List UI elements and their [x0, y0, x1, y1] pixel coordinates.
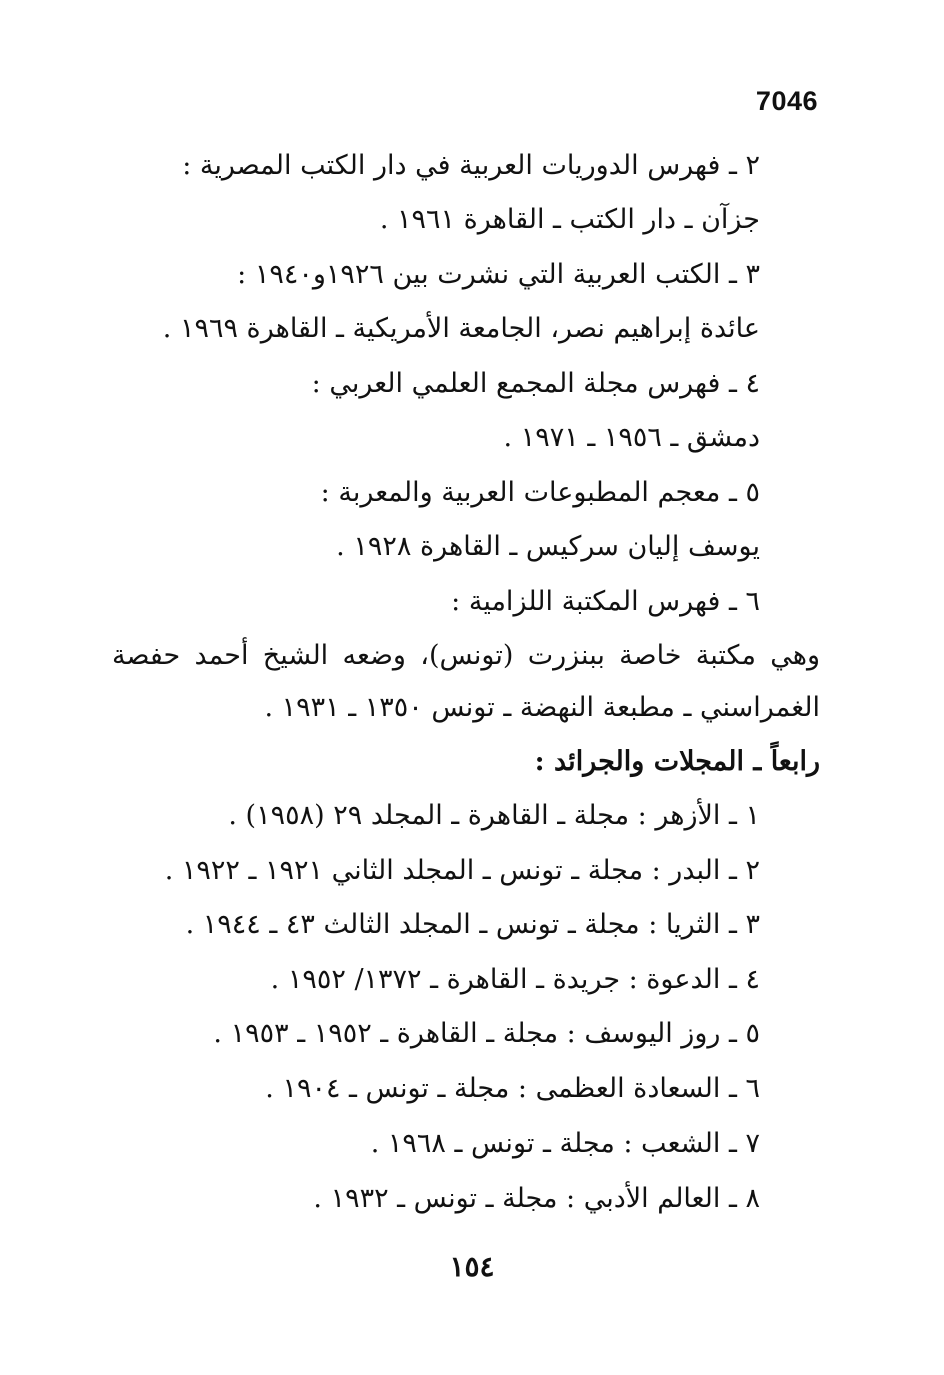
list-item-2-detail: جزآن ـ دار الكتب ـ القاهرة ١٩٦١ . [379, 204, 760, 235]
list-item-4-title: ٤ ـ فهرس مجلة المجمع العلمي العربي : [311, 368, 760, 399]
periodical-item-4: ٤ ـ الدعوة : جريدة ـ القاهرة ـ ١٣٧٢/ ١٩٥٢ . [270, 964, 760, 995]
list-item-3-detail: عائدة إبراهيم نصر، الجامعة الأمريكية ـ القاهرة ١٩٦٩ . [162, 313, 760, 344]
periodical-item-7: ٧ ـ الشعب : مجلة ـ تونس ـ ١٩٦٨ . [370, 1128, 760, 1159]
periodical-item-6: ٦ ـ السعادة العظمى : مجلة ـ تونس ـ ١٩٠٤ . [265, 1073, 760, 1104]
periodical-item-8: ٨ ـ العالم الأدبي : مجلة ـ تونس ـ ١٩٣٢ . [313, 1183, 760, 1214]
list-item-2-title: ٢ ـ فهرس الدوريات العربية في دار الكتب المصرية : [182, 150, 760, 181]
document-id: 7046 [755, 86, 818, 116]
list-item-3-title: ٣ ـ الكتب العربية التي نشرت بين ١٩٢٦و١٩٤٠ : [237, 259, 760, 290]
periodical-item-1: ١ ـ الأزهر : مجلة ـ القاهرة ـ المجلد ٢٩ (١٩٥٨) . [228, 800, 760, 831]
periodical-item-3: ٣ ـ الثريا : مجلة ـ تونس ـ المجلد الثالث ٤٣ ـ ١٩٤٤ . [185, 909, 760, 940]
periodical-item-5: ٥ ـ روز اليوسف : مجلة ـ القاهرة ـ ١٩٥٢ ـ ١٩٥٣ . [213, 1018, 760, 1049]
section-heading: رابعاً ـ المجلات والجرائد : [534, 746, 820, 777]
list-item-6-detail-line1: وهي مكتبة خاصة ببنزرت (تونس)، وضعه الشيخ أحمد حفصة [112, 640, 820, 671]
page-number: ١٥٤ [449, 1250, 495, 1283]
list-item-4-detail: دمشق ـ ١٩٥٦ ـ ١٩٧١ . [503, 422, 760, 453]
list-item-5-title: ٥ ـ معجم المطبوعات العربية والمعربة : [320, 477, 760, 508]
list-item-5-detail: يوسف إليان سركيس ـ القاهرة ١٩٢٨ . [336, 531, 760, 562]
list-item-6-title: ٦ ـ فهرس المكتبة اللزامية : [451, 586, 760, 617]
list-item-6-detail-line2: الغمراسني ـ مطبعة النهضة ـ تونس ١٣٥٠ ـ ١٩٣١ . [264, 692, 820, 723]
periodical-item-2: ٢ ـ البدر : مجلة ـ تونس ـ المجلد الثاني ١٩٢١ ـ ١٩٢٢ . [164, 855, 760, 886]
